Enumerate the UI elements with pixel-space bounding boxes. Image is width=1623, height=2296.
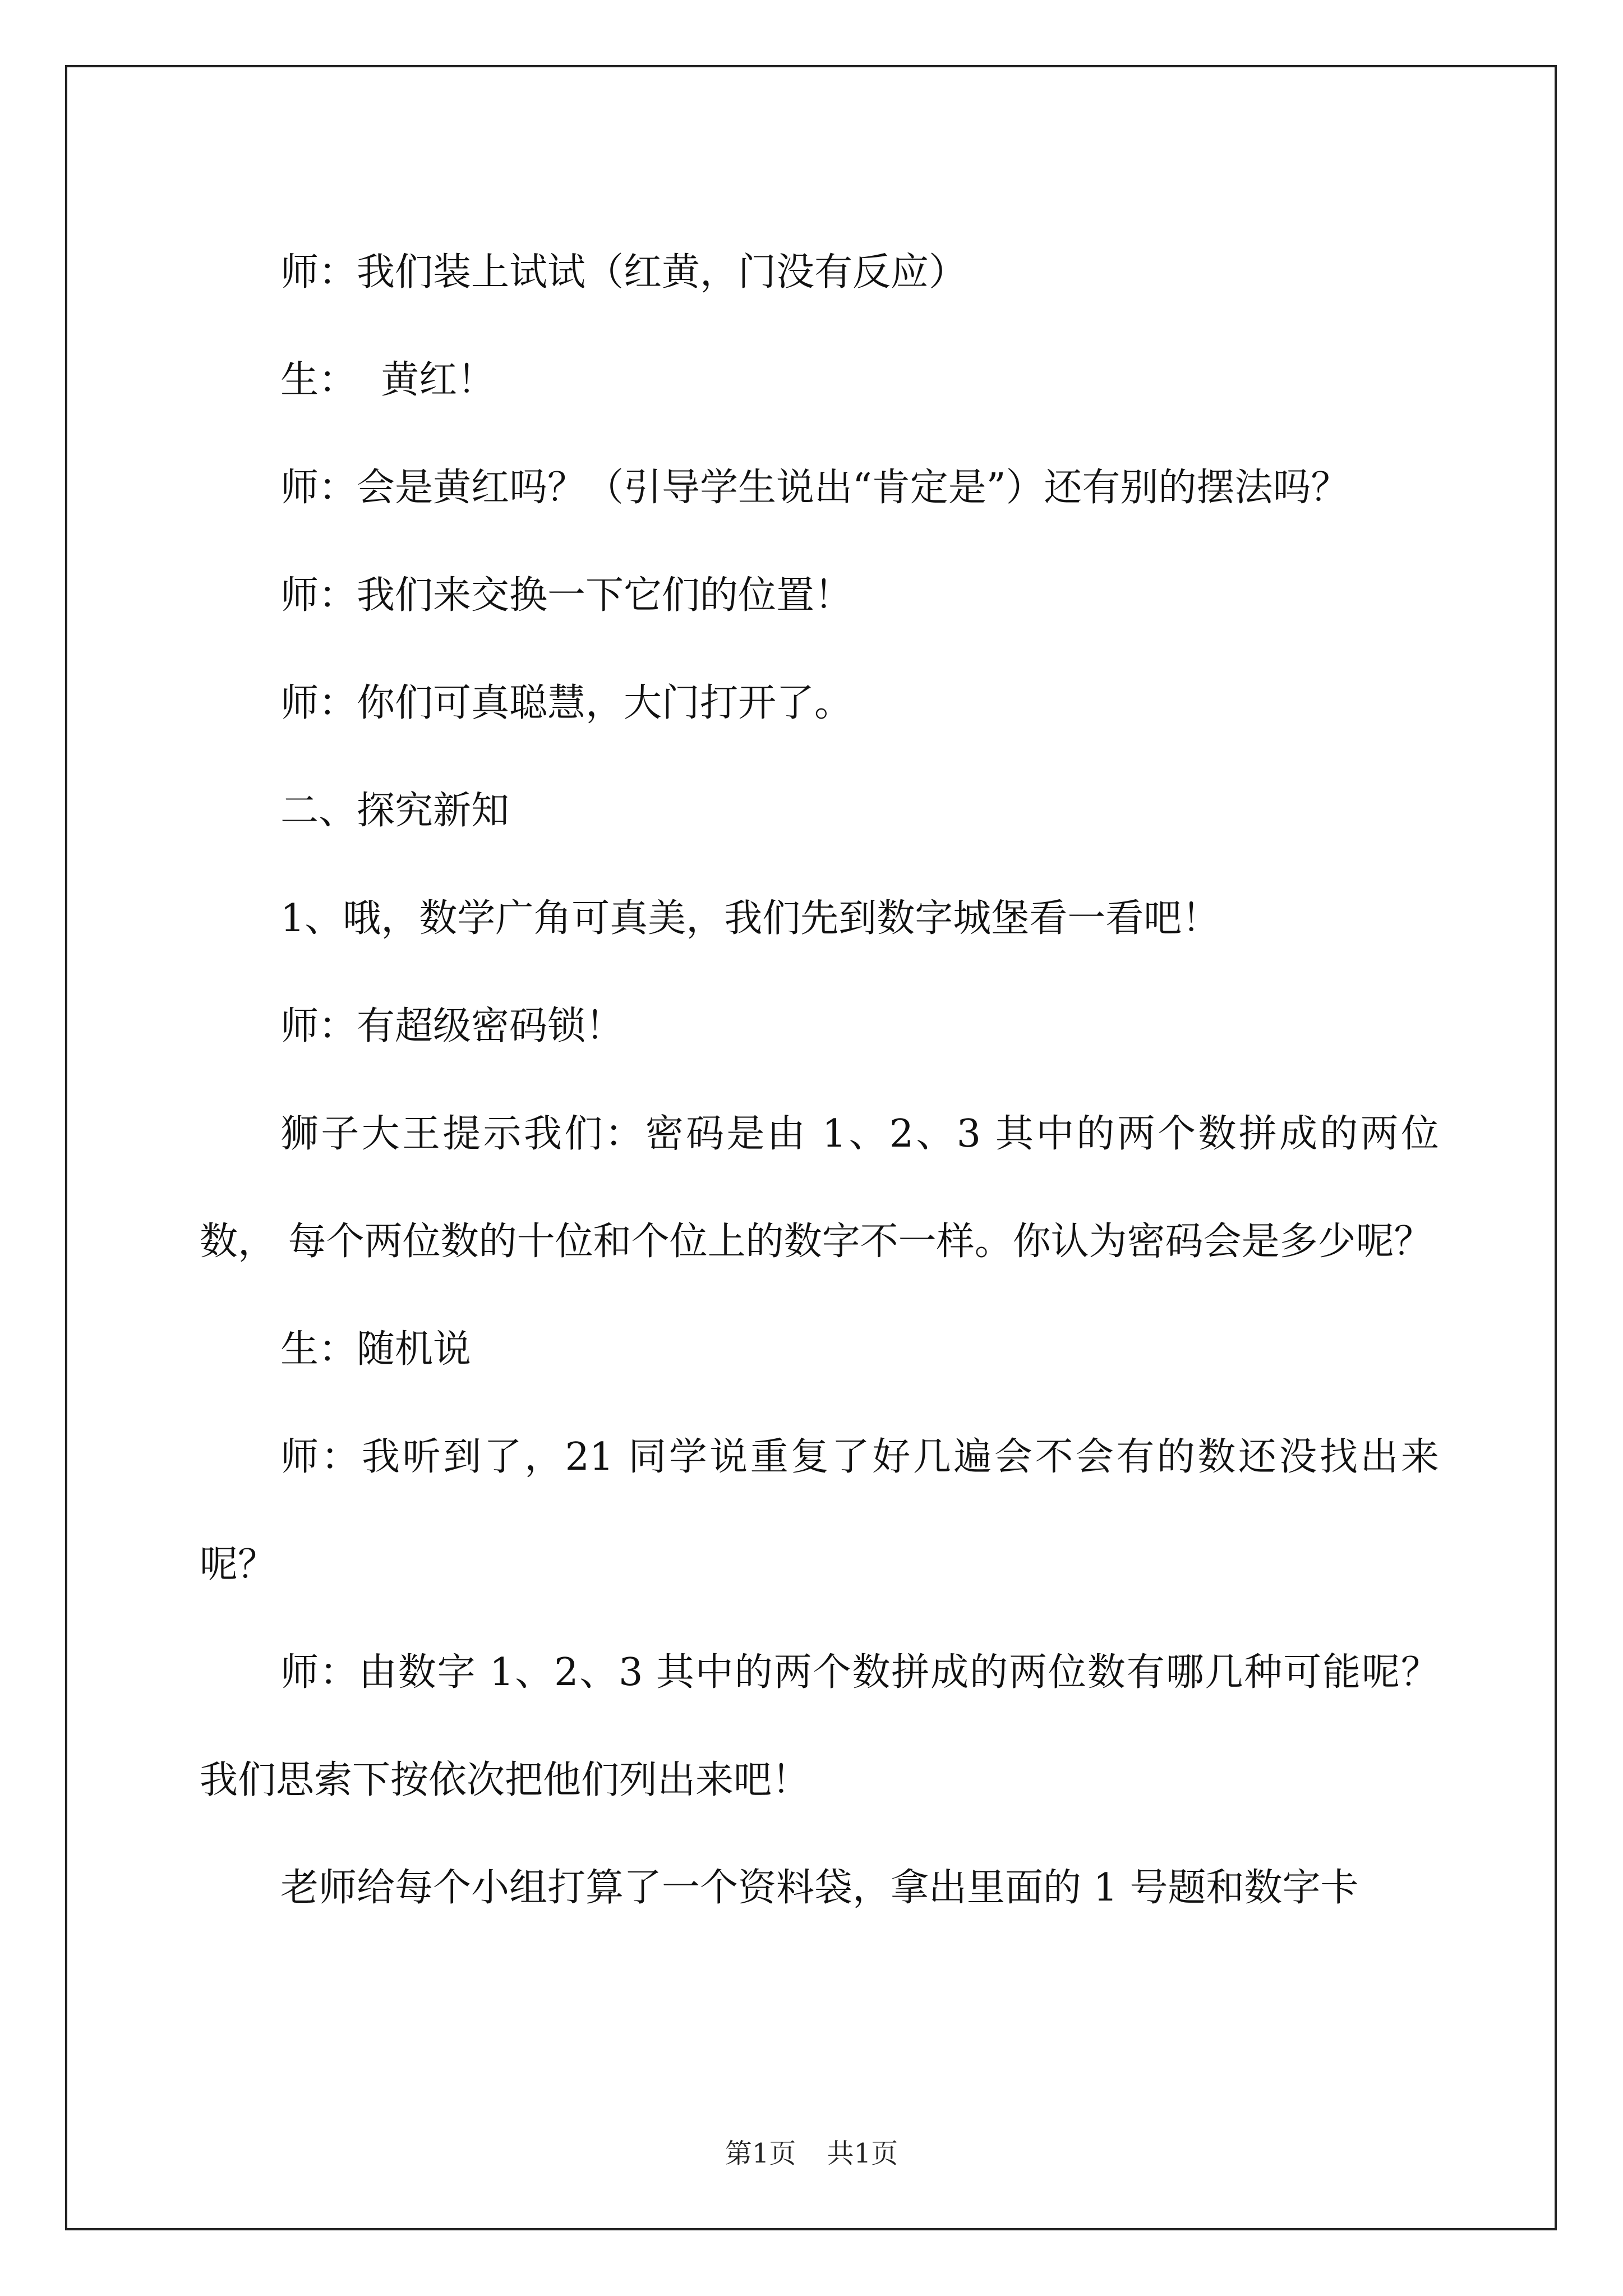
section-heading: 二、探究新知 xyxy=(280,789,510,833)
paragraph-6: 1、哦，数学广角可真美，我们先到数字城堡看一看吧！ xyxy=(280,896,1220,941)
paragraph-10: 师：我听到了，21 同学说重复了好几遍会不会有的数还没找出来呢？ xyxy=(200,1435,1439,1587)
paragraph-2: 生： 黄红！ xyxy=(280,358,496,402)
paragraph-5: 师：你们可真聪慧，大门打开了。 xyxy=(280,681,853,725)
paragraph-7: 师：有超级密码锁！ xyxy=(280,1004,624,1048)
paragraph-4: 师：我们来交换一下它们的位置！ xyxy=(280,573,853,618)
document-body xyxy=(200,219,1439,1942)
paragraph-9: 生：随机说 xyxy=(280,1327,472,1372)
paragraph-11: 师：由数字 1、2、3 其中的两个数拼成的两位数有哪几种可能呢？我们思索下按依次把他们列出来吧！ xyxy=(200,1650,1439,1802)
paragraph-3: 师：会是黄红吗？（引导学生说出“肯定是”）还有别的摆法吗？ xyxy=(280,466,1349,510)
page-number-current: 第1页 xyxy=(725,2138,796,2169)
paragraph-8: 狮子大王提示我们：密码是由 1、2、3 其中的两个数拼成的两位数， 每个两位数的十位和个位上的数字不一样。你认为密码会是多少呢？ xyxy=(200,1112,1439,1264)
page-footer xyxy=(0,2132,1623,2170)
paragraph-1: 师：我们装上试试（红黄，门没有反应） xyxy=(280,250,967,295)
paragraph-12: 老师给每个小组打算了一个资料袋，拿出里面的 1 号题和数字卡 xyxy=(280,1866,1359,1910)
page-number-total: 共1页 xyxy=(827,2138,898,2169)
